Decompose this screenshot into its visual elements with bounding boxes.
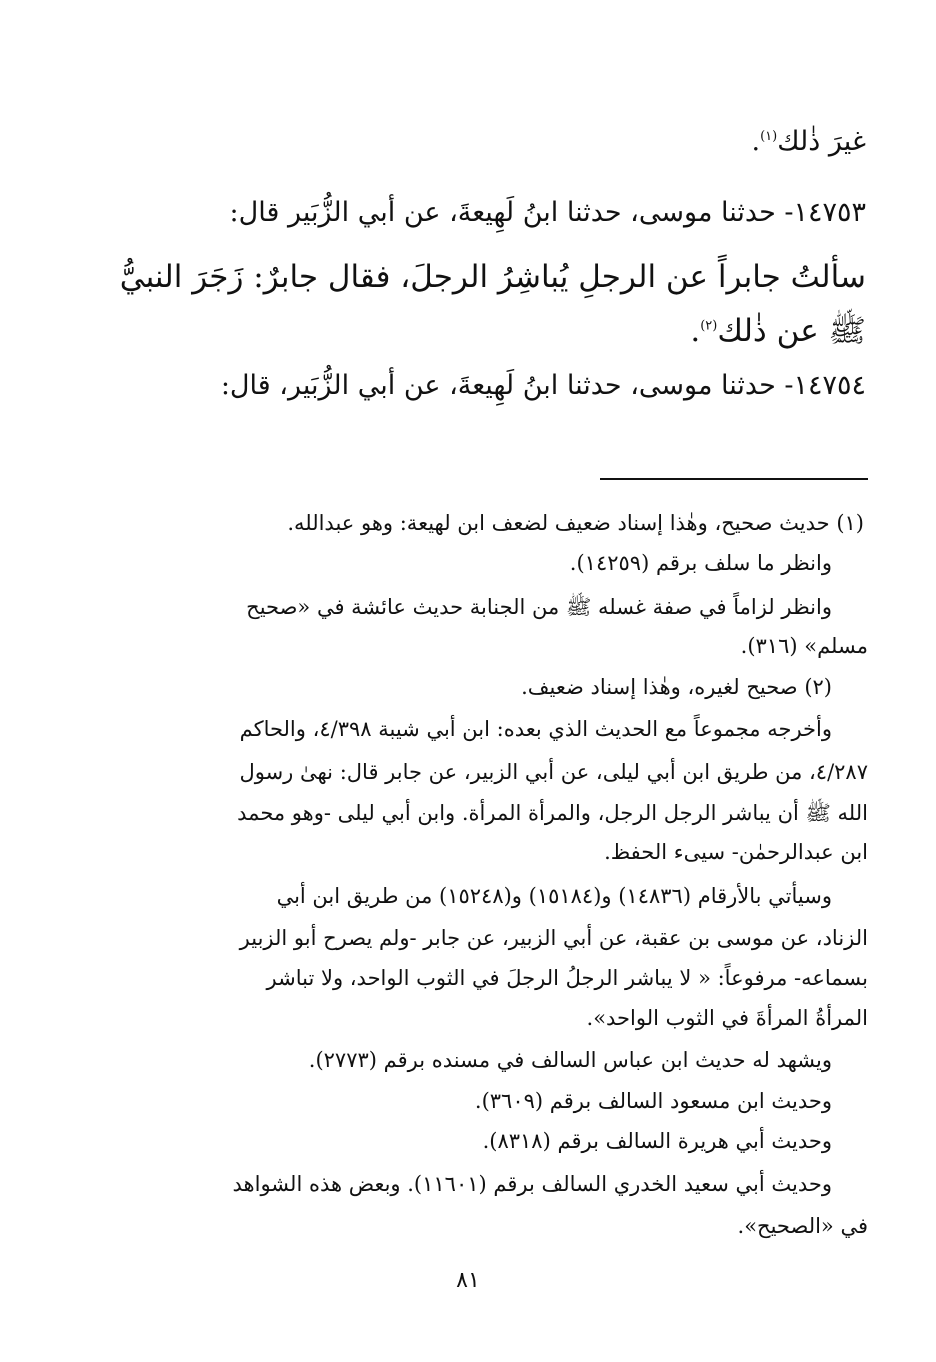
hadith-14753-intro: ١٤٧٥٣- حدثنا موسى، حدثنا ابنُ لَهِيعةَ، عن أبي الزُّبَير قال: (229, 197, 866, 228)
footnote-2-line: وسيأتي بالأرقام (١٤٨٣٦) و(١٥١٨٤) و(١٥٢٤٨) من طريق ابن أبي (276, 884, 832, 908)
footnote-1-line: مسلم» (٣١٦). (740, 634, 868, 658)
footnote-2-line: (٢) صحيح لغيره، وهٰذا إسناد ضعيف. (521, 675, 832, 699)
footnote-2-line: ٤/٢٨٧، من طريق ابن أبي ليلى، عن أبي الزبير، عن جابر قال: نهىٰ رسول (239, 760, 868, 784)
hadith-14753-text: سألتُ جابراً عن الرجلِ يُباشِرُ الرجلَ، فقال جابرٌ: زَجَرَ النبيُّ (119, 259, 866, 295)
footnote-2-line: وحديث أبي سعيد الخدري السالف برقم (١١٦٠١). وبعض هذه الشواهد (232, 1172, 832, 1196)
footnote-1-line: وانظر لزاماً في صفة غسله ﷺ من الجنابة حديث عائشة في «صحيح (246, 595, 832, 619)
text-fragment: غيرَ ذٰلك (777, 126, 866, 157)
main-text-line (690, 313, 866, 349)
footnote-2-line: المرأةُ المرأةَ في الثوب الواحد». (586, 1006, 868, 1030)
footnote-2-line: الزناد، عن موسى بن عقبة، عن أبي الزبير، عن جابر -ولم يصرح أبو الزبير (239, 926, 868, 950)
footnote-2-line: الله ﷺ أن يباشر الرجل الرجل، والمرأة المرأة. وابن أبي ليلى -وهو محمد (237, 801, 868, 825)
footnote-2-line: وحديث ابن مسعود السالف برقم (٣٦٠٩). (474, 1089, 832, 1113)
footnote-separator (600, 478, 868, 480)
footnote-2-line: وحديث أبي هريرة السالف برقم (٨٣١٨). (482, 1129, 832, 1153)
footnote-1-line: (١) حديث صحيح، وهٰذا إسناد ضعيف لضعف ابن لهيعة: وهو عبدالله. (287, 511, 864, 535)
footnote-1-line: وانظر ما سلف برقم (١٤٢٥٩). (569, 551, 832, 575)
footnote-2-line: وأخرجه مجموعاً مع الحديث الذي بعده: ابن أبي شيبة ٤/٣٩٨، والحاكم (239, 717, 832, 741)
page-number: ٨١ (456, 1268, 480, 1293)
main-text-line (752, 128, 867, 155)
hadith-14754-intro: ١٤٧٥٤- حدثنا موسى، حدثنا ابنُ لَهِيعةَ، عن أبي الزُّبَير، قال: (220, 370, 866, 401)
footnote-2-line: ابن عبدالرحمٰن- سيىء الحفظ. (604, 840, 868, 864)
footnote-marker: (١) (760, 129, 778, 144)
text-fragment: . (751, 126, 761, 157)
footnote-2-line: في «الصحيح». (737, 1214, 868, 1238)
text-fragment: ﷺ عن ذٰلك (717, 313, 866, 349)
footnote-marker: (٢) (700, 318, 718, 334)
text-fragment: . (690, 313, 701, 349)
footnote-2-line: ويشهد له حديث ابن عباس السالف في مسنده برقم (٢٧٧٣). (308, 1048, 832, 1072)
footnote-2-line: بسماعه- مرفوعاً: « لا يباشر الرجلُ الرجلَ في الثوب الواحد، ولا تباشر (266, 966, 868, 990)
